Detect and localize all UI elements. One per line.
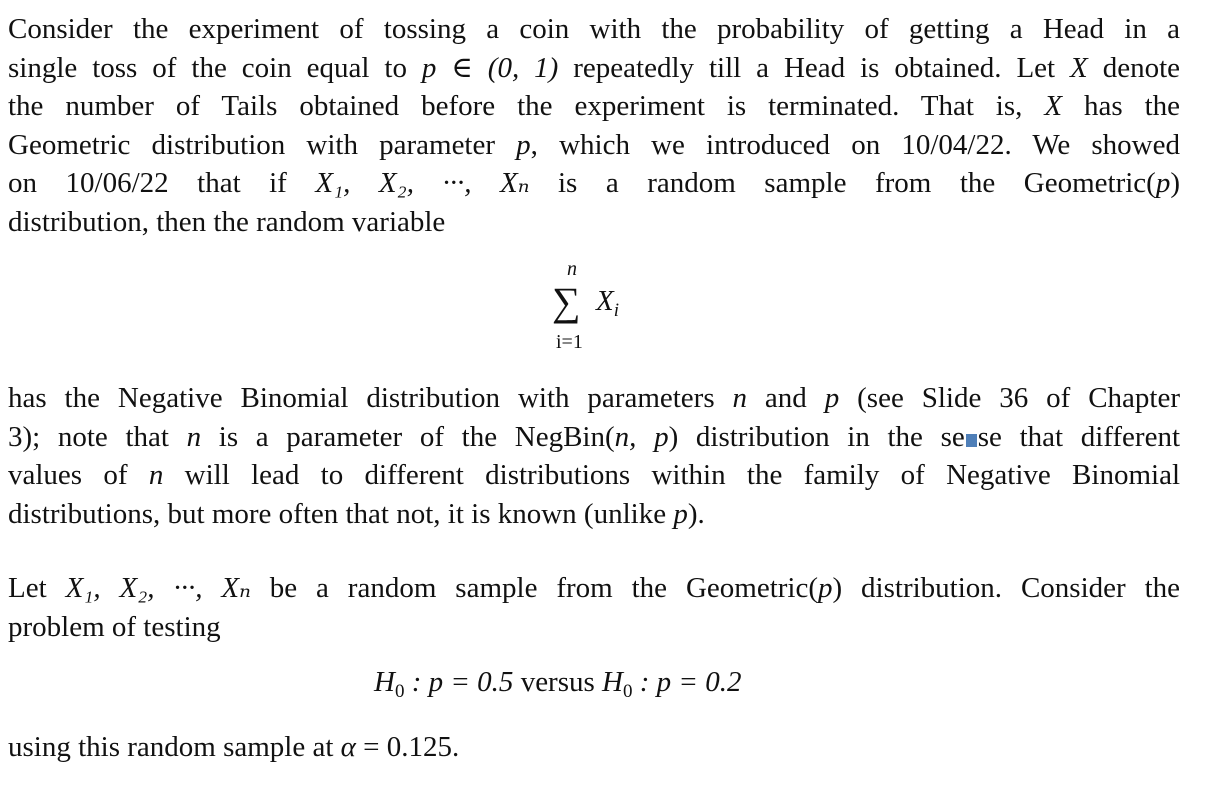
math-sample: X₁, X₂, ···, Xₙ — [315, 167, 530, 199]
text-span: se that different — [977, 420, 1181, 453]
text-span: on 10/06/22 that if — [8, 167, 316, 199]
math-p-interval: p ∈ (0, 1) — [421, 51, 559, 84]
subscript-0: 0 — [394, 681, 405, 702]
text-span: problem of testing — [8, 610, 221, 643]
math-sample: X₁, X₂, ···, Xₙ — [65, 572, 251, 604]
summation-formula — [552, 258, 672, 358]
math-n: n — [148, 459, 164, 491]
math-null-value: : p = 0.5 — [404, 666, 514, 698]
paragraph-alpha — [8, 728, 1180, 767]
text-line — [8, 608, 1180, 647]
text-span: ) — [1170, 167, 1180, 199]
text-line — [8, 126, 1180, 165]
math-alpha: α — [340, 731, 356, 763]
paragraph-testing — [8, 569, 1180, 646]
text-span: using this random sample at — [8, 731, 341, 763]
math-p: p — [1155, 167, 1171, 199]
subscript-0: 0 — [623, 681, 633, 702]
versus-text: versus — [513, 666, 603, 698]
sum-upper-limit: n — [567, 258, 577, 280]
text-span: single toss of the coin equal to — [8, 51, 422, 84]
math-n: n — [186, 420, 202, 453]
text-span: ) distribution. Consider the — [832, 572, 1180, 604]
text-span: 3); note that — [8, 420, 187, 453]
sum-lower-limit: i=1 — [556, 331, 583, 353]
text-span: ) distribution in the se — [668, 420, 965, 453]
math-n: n — [732, 382, 748, 414]
text-line — [8, 10, 1180, 49]
text-span: values of — [8, 459, 149, 491]
text-span: Let — [8, 572, 66, 604]
paragraph-negbin — [8, 379, 1180, 533]
math-X: X — [1070, 51, 1088, 84]
text-line — [8, 87, 1180, 126]
text-cursor-icon — [966, 434, 977, 447]
text-span: has the — [1062, 90, 1181, 122]
text-span: will lead to different distributions within the family of Negative Binomial — [163, 459, 1180, 491]
text-span: distribution, then the random variable — [8, 205, 446, 238]
text-line — [8, 728, 1180, 767]
text-line — [8, 418, 1180, 457]
text-span: repeatedly till a Head is obtained. Let — [558, 51, 1071, 84]
text-line — [8, 495, 1180, 534]
text-span: is a random sample from the Geometric( — [529, 167, 1156, 199]
text-span: Consider the experiment of tossing a coin with the probability of getting a Head in a — [8, 13, 1180, 45]
text-line — [8, 203, 1180, 242]
text-span: the number of Tails obtained before the experiment is terminated. That is, — [8, 90, 1045, 122]
text-span: is a parameter of the NegBin( — [201, 420, 615, 453]
sigma-symbol: ∑ — [552, 279, 581, 324]
math-n-p: n, p — [614, 420, 669, 453]
math-p: p — [824, 382, 840, 414]
math-p: p — [516, 128, 531, 161]
sum-term — [596, 285, 619, 321]
math-H: H — [374, 666, 395, 698]
text-span: Geometric distribution with parameter — [8, 128, 517, 161]
text-line — [8, 569, 1180, 608]
text-span: has the Negative Binomial distribution with parameters — [8, 382, 733, 414]
text-line — [8, 49, 1180, 88]
math-p: p — [818, 572, 833, 604]
math-p: p — [673, 497, 688, 530]
text-span: ). — [687, 497, 705, 530]
text-span: denote — [1087, 51, 1181, 84]
hypothesis-formula — [374, 666, 742, 702]
text-span: and — [747, 382, 825, 414]
subscript-i: i — [613, 300, 619, 321]
text-line — [8, 379, 1180, 418]
paragraph-intro — [8, 10, 1180, 241]
text-span: = 0.125. — [355, 731, 460, 763]
text-line — [8, 456, 1180, 495]
text-span: , which we introduced on 10/04/22. We showed — [530, 128, 1180, 161]
math-H: H — [602, 666, 623, 698]
text-span: be a random sample from the Geometric( — [250, 572, 818, 604]
math-X: X — [596, 285, 614, 317]
text-line — [8, 164, 1180, 203]
text-span: distributions, but more often that not, it is known (unlike — [8, 497, 674, 530]
math-alt-value: : p = 0.2 — [632, 666, 742, 698]
text-span: (see Slide 36 of Chapter — [839, 382, 1181, 414]
math-X: X — [1044, 90, 1063, 122]
